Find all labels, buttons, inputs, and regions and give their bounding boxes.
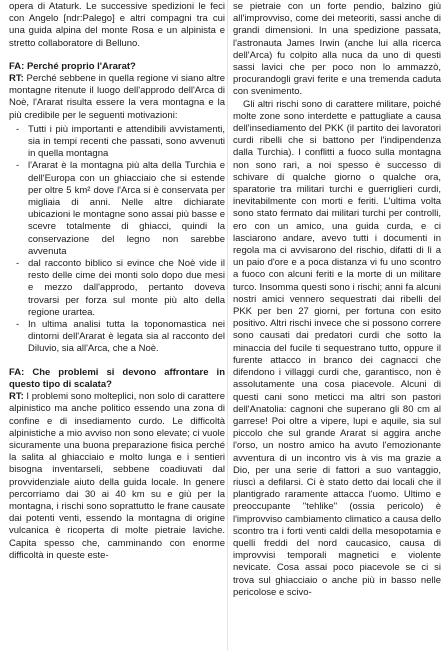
list-item: - Tutti i più importanti e attendibili avvistamenti, sia in tempi recenti che passati, sono avvenuti in quella montagna — [9, 124, 225, 161]
body-paragraph-1: se pietraie con un forte pendio, balzino giù all'improvviso, come dei meteoriti, sassi anche di grandi dimensioni. In una spedizione passata, l'astronauta James Irwin (anche lui alla ricerca dell'Arca) fu colpito alla nuca da uno di questi sassi lavici che per poco non lo ammazzò, procurandogli gravi ferite e una tremenda caduta con svenimento. — [233, 1, 441, 98]
list-item: - l'Ararat è la montagna più alta della Turchia e dell'Europa con un ghiacciaio che si estende per oltre 5 km² dove l'Arca si è conservata per migliaia di anni. Nelle altre dichiarate ubicazioni le montagne sono assai più basse e scevre totalmente di ghiacci, quindi la conservazione del legno non sarebbe avvenuta — [9, 160, 225, 258]
answer-label: RT: — [9, 391, 24, 403]
list-item: - In ultima analisi tutta la toponomastica nei dintorni dell'Ararat è legata sia al racconto del Diluvio, sia all'Arca, che a Noè. — [9, 319, 225, 356]
question-heading-1: FA: Perché proprio l'Ararat? — [9, 60, 136, 72]
answer-paragraph-1 — [9, 73, 225, 122]
answer-label: RT: — [9, 73, 24, 85]
body-paragraph-2: Gli altri rischi sono di carattere militare, poiché molte zone sono interdette e pattugliate a causa dell'insediamento del PKK (il partito dei lavoratori curdi ribelli che si battono per l'indipendenza dalla Turchia). I conflitti a fuoco sulla montagna non sono rari, a noi spesso è successo di schivare di qualche giorno o qualche ora, sparatorie tra militari turchi e guerriglieri curdi, inevitabilmente con morti e feriti. L'ultima volta sono stato fermato dai militari turchi per controlli, ero con un amico, una guida curda, e ci lasciarono andare, avevo tutti i documenti in regola ma ci avvisarono del rischio, difatti di lì a un paio d'ore e a poca distanza vi fu uno scontro a fuoco con alcuni feriti e la morte di un militare turco. Insomma questi sono i rischi; anni fa alcuni nostri amici vennero sequestrati dai ribelli del PKK per ben 27 giorni, per fortuna con esito positivo. Altri rischi invece che si possono correre sono causati dai predatori curdi che sotto la minaccia del fucile ti sequestrano tutto, oppure il furente attacco in branco dei cagnacci che difendono i villaggi curdi che, garantisco, non è assolutamente una cosa piacevole. Alcuni di questi cani sono meticci ma altri son pastori dell'Anatolia: cagnoni che superano gli 80 cm al garrese! Poi oltre a vipere, lupi e aquile, sia sul piccolo che sul grande Ararat si aggira anche l'orso, un nostro amico ha avuto l'emozionante avventura di un incontro vis à vis ma grazie a Dio, per una serie di fattori a suo vantaggio, riuscì a defilarsi. Ci è stato detto dai locali che il plantigrado raramente attacca l'uomo. Ultimo e preoccupante "tehlike" (ossia pericolo) è l'improvviso cambiamento climatico a causa dello scontro tra i forti venti caldi della mesopotamia e quelli freddi del nord caucasico, causa di improvvisi temporali magnetici e violente nevicate. Cosa assai poco piacevole se ci si trova sul ghiacciaio o anche più in basso nelle pericolose e scivo- — [233, 98, 441, 598]
column-divider — [227, 0, 228, 650]
answer-paragraph-2 — [9, 391, 225, 562]
left-column — [9, 1, 225, 562]
right-column — [233, 1, 441, 599]
reasons-list — [9, 124, 225, 356]
answer-text: I problemi sono molteplici, non solo di carattere alpinistico ma anche politico essendo una zona di confine e di insediamento curdo. Le difficoltà alpinistiche a mio avviso non sono elevate; ci vuole sicuramente una buona preparazione fisica perché la salita al ghiacciaio e molto lunga e i sentieri bisogna inventarseli, sebbene coadiuvati dal provvidenziale aiuto della guida locale. In genere percorriamo dai 30 ai 40 km su e giù per la montagna, i rischi sono soprattutto le frane causate dai potenti venti, essendo la montagna di origine vulcanica è ricoperta di molte pietraie laviche. Capita spesso che, camminando con enorme difficoltà in queste este- — [9, 391, 225, 561]
question-heading-2: FA: Che problemi si devono affrontare in questo tipo di scalata? — [9, 366, 225, 390]
intro-paragraph: opera di Ataturk. Le successive spedizioni le feci con Angelo [ndr:Palego] e altri compagni tra cui una guida alpina del monte Rosa e un alpinista e stretto collaboratore di Belluno. — [9, 1, 225, 49]
list-item: - dal racconto biblico si evince che Noè vide il resto delle cime dei monti solo dopo due mesi e mezzo dall'approdo, pertanto doveva trovarsi per forza sul monte più alto della regione urartea. — [9, 258, 225, 319]
answer-text: Perché sebbene in quella regione vi siano altre montagne ritenute il luogo dell'approdo dell'Arca di Noè, l'Ararat risulta essere la vera montagna e la più credibile per le seguenti motivazioni: — [9, 73, 225, 121]
